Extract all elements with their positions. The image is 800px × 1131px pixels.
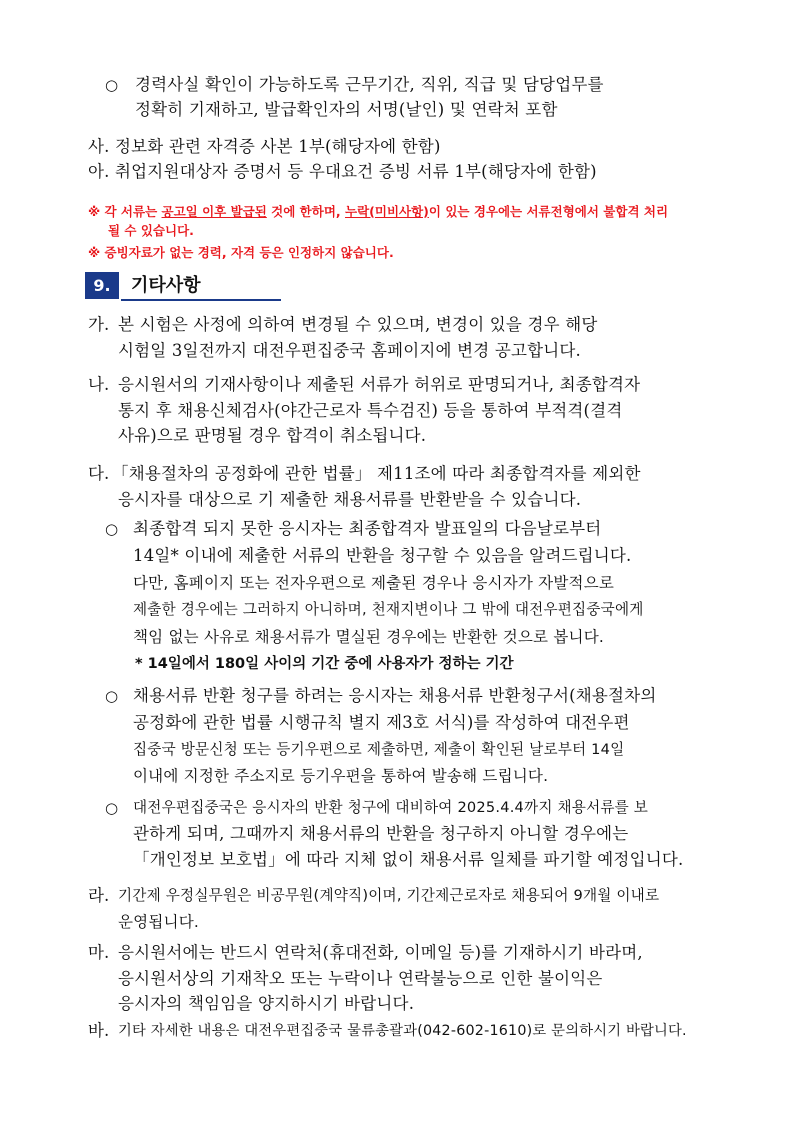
da-sub2-line-2: 공정화에 관한 법률 시행규칙 별지 제3호 서식)를 작성하여 대전우편 bbox=[133, 713, 630, 732]
da-sub1-line-2: 14일* 이내에 제출한 서류의 반환을 청구할 수 있음을 알려드립니다. bbox=[133, 546, 632, 565]
section-title: 기타사항 bbox=[131, 275, 201, 296]
da-sub2-line-4: 이내에 지정한 주소지로 등기우편을 통하여 발송해 드립니다. bbox=[133, 767, 549, 785]
item-a: 아. 취업지원대상자 증명서 등 우대요건 증빙 서류 1부(해당자에 한함) bbox=[88, 162, 597, 181]
da-sub1-line-3: 다만, 홈페이지 또는 전자우편으로 제출된 경우나 응시자가 자발적으로 bbox=[133, 574, 615, 592]
item-na-line-3: 사유)으로 판명될 경우 합격이 취소됩니다. bbox=[118, 426, 427, 445]
item-na-line-2: 통지 후 채용신체검사(야간근로자 특수검진) 등을 통하여 부적격(결격 bbox=[118, 401, 623, 420]
item-da-line-2: 응시자를 대상으로 기 제출한 채용서류를 반환받을 수 있습니다. bbox=[118, 490, 582, 509]
item-marker-da: 다. bbox=[88, 464, 110, 483]
item-ra-line-1: 기간제 우정실무원은 비공무원(계약직)이며, 기간제근로자로 채용되어 9개월 이내로 bbox=[118, 887, 660, 904]
item-da-line-1: 「채용절차의 공정화에 관한 법률」 제11조에 따라 최종합격자를 제외한 bbox=[112, 464, 641, 483]
item-marker-ga: 가. bbox=[88, 315, 110, 334]
item-ba-line-1: 기타 자세한 내용은 대전우편집중국 물류총괄과(042-602-1610)로 문의하시기 바랍니다. bbox=[118, 1023, 687, 1039]
notice-evidence: ※ 증빙자료가 없는 경력, 자격 등은 인정하지 않습니다. bbox=[88, 245, 394, 260]
da-sub2-line-1: 채용서류 반환 청구를 하려는 응시자는 채용서류 반환청구서(채용절차의 bbox=[133, 686, 657, 705]
bullet-mark: ○ bbox=[105, 76, 119, 94]
da-sub2-line-3: 집중국 방문신청 또는 등기우편으로 제출하면, 제출이 확인된 날로부터 14일 bbox=[133, 741, 625, 758]
item-ma-line-3: 응시자의 책임임을 양지하시기 바랍니다. bbox=[118, 994, 415, 1013]
bullet-mark: ○ bbox=[105, 799, 119, 817]
da-sub3-line-3: 「개인정보 보호법」에 따라 지체 없이 채용서류 일체를 파기할 예정입니다. bbox=[133, 850, 684, 869]
item-ga-line-2: 시험일 3일전까지 대전우편집중국 홈페이지에 변경 공고합니다. bbox=[118, 341, 581, 360]
career-instruction-line-1: 경력사실 확인이 가능하도록 근무기간, 직위, 직급 및 담당업무를 bbox=[135, 75, 604, 94]
item-marker-ma: 마. bbox=[88, 943, 110, 962]
item-na-line-1: 응시원서의 기재사항이나 제출된 서류가 허위로 판명되거나, 최종합격자 bbox=[118, 375, 641, 394]
item-sa: 사. 정보화 관련 자격증 사본 1부(해당자에 한함) bbox=[88, 137, 441, 156]
item-ma-line-1: 응시원서에는 반드시 연락처(휴대전화, 이메일 등)를 기재하시기 바라며, bbox=[118, 943, 643, 962]
notice-text-pre: 각 서류는 bbox=[100, 204, 162, 219]
star-footnote: * 14일에서 180일 사이의 기간 중에 사용자가 정하는 기간 bbox=[135, 656, 514, 672]
section-underline bbox=[121, 299, 281, 301]
section-number: 9. bbox=[85, 272, 119, 299]
bullet-mark: ○ bbox=[105, 520, 119, 538]
section-header bbox=[85, 272, 281, 300]
item-marker-ra: 라. bbox=[88, 886, 110, 905]
da-sub1-line-5: 책임 없는 사유로 채용서류가 멸실된 경우에는 반환한 것으로 봅니다. bbox=[133, 628, 604, 646]
item-marker-ba: 바. bbox=[88, 1021, 110, 1040]
notice-underlined-missing: 누락(미비사항) bbox=[345, 204, 429, 219]
notice-text-post: 이 있는 경우에는 서류전형에서 불합격 처리 bbox=[428, 204, 669, 219]
da-sub1-line-1: 최종합격 되지 못한 응시자는 최종합격자 발표일의 다음날로부터 bbox=[133, 519, 602, 538]
item-ra-line-2: 운영됩니다. bbox=[118, 913, 199, 931]
da-sub3-line-1: 대전우편집중국은 응시자의 반환 청구에 대비하여 2025.4.4까지 채용서류를 보 bbox=[133, 799, 649, 816]
da-sub1-line-4: 제출한 경우에는 그러하지 아니하며, 천재지변이나 그 밖에 대전우편집중국에게 bbox=[133, 601, 644, 618]
da-sub3-line-2: 관하게 되며, 그때까지 채용서류의 반환을 청구하지 아니할 경우에는 bbox=[133, 824, 629, 843]
notice-documents-line-2: 될 수 있습니다. bbox=[108, 223, 194, 238]
item-marker-na: 나. bbox=[88, 375, 110, 394]
notice-documents bbox=[88, 202, 668, 222]
career-instruction-line-2: 정확히 기재하고, 발급확인자의 서명(날인) 및 연락처 포함 bbox=[135, 100, 558, 119]
item-ma-line-2: 응시원서상의 기재착오 또는 누락이나 연락불능으로 인한 불이익은 bbox=[118, 969, 603, 988]
notice-underlined-date: 공고일 이후 발급된 bbox=[161, 204, 267, 219]
notice-text-mid: 것에 한하며, bbox=[266, 204, 346, 219]
bullet-mark: ○ bbox=[105, 687, 119, 705]
item-ga-line-1: 본 시험은 사정에 의하여 변경될 수 있으며, 변경이 있을 경우 해당 bbox=[118, 315, 598, 334]
notice-mark: ※ bbox=[88, 204, 101, 219]
